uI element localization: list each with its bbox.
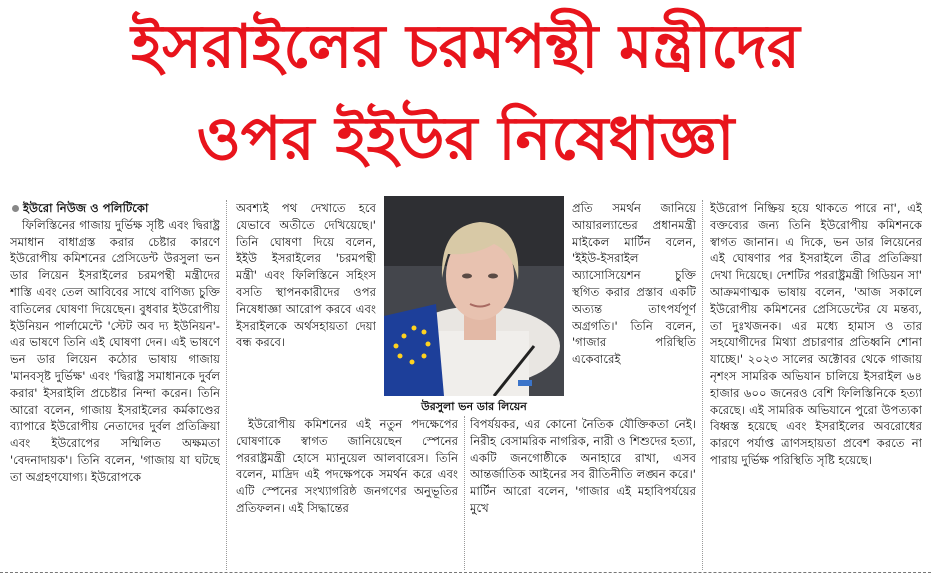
bullet-icon <box>12 205 19 212</box>
article-column-3b <box>470 416 696 568</box>
headline-line-1: ইসরাইলের চরমপন্থী মন্ত্রীদের <box>131 12 800 82</box>
portrait-image <box>384 196 564 396</box>
article-column-1 <box>10 200 220 570</box>
byline <box>10 200 220 217</box>
column-divider <box>226 200 227 570</box>
column-divider <box>702 200 703 570</box>
bottom-rule <box>0 572 931 573</box>
column-2-text: অবশ্যই পথ দেখাতে হবে যেভাবে অতীতে দেখিয়েছে।' তিনি ঘোষণা দিয়ে বলেন, ইইউ ইসরাইলের 'চরমপন্থী মন্ত্রী' এবং ফিলিস্তিনে সহিংস বসতি স্থাপনকারীদের ওপর নিষেধাজ্ঞা আরোপ করবে এবং ইসরাইলকে অর্থসহায়তা দেয়া বন্ধ করবে। <box>236 201 376 350</box>
headline-line-2: ওপর ইইউর নিষেধাজ্ঞা <box>196 104 735 174</box>
column-1-text: ফিলিস্তিনের গাজায় দুর্ভিক্ষ সৃষ্টি এবং দ্বিরাষ্ট্র সমাধান বাধাগ্রস্ত করার চেষ্টার কারণে ইউরোপীয় কমিশনের প্রেসিডেন্ট উরসুলা ভন ডার লিয়েন ইসরাইলের চরমপন্থী মন্ত্রীদের শাস্তি এবং তেল আবিবের সাথে বাণিজ্য চুক্তি বাতিলের ঘোষণা দিয়েছেন। বুধবার ইউরোপীয় ইউনিয়ন পার্লামেন্টে 'স্টেট অব দ্য ইউনিয়ন'-এর ভাষণে তিনি এই ঘোষণা দেন। এই ভাষণে ভন ডার লিয়েন কঠোর ভাষায় গাজায় 'মানবসৃষ্ট দুর্ভিক্ষ' এবং 'দ্বিরাষ্ট্র সমাধানকে দুর্বল করার' ইসরাইলি প্রচেষ্টার নিন্দা করেন। তিনি আরো বলেন, গাজায় ইসরাইলের কর্মকাণ্ডের ব্যাপারে ইউরোপীয় নেতাদের দুর্বল প্রতিক্রিয়া এবং ইউরোপের সম্মিলিত অক্ষমতা 'বেদনাদায়ক'। তিনি বলেন, 'গাজায় যা ঘটছে তা অগ্রহণযোগ্য। ইউরোপকে <box>10 217 220 484</box>
column-3b-text: বিপর্যয়কর, এর কোনো নৈতিক যৌক্তিকতা নেই। নিরীহ বেসামরিক নাগরিক, নারী ও শিশুদের হত্যা, একটি জনগোষ্ঠীকে অনাহারে রাখা, এসব আন্তর্জাতিক আইনের সব রীতিনীতি লঙ্ঘন করে।' মার্টিন আরো বলেন, 'গাজার এই মহাবিপর্যয়ের মুখে <box>470 417 696 515</box>
article-column-2b <box>236 416 458 568</box>
article-column-3 <box>572 200 696 416</box>
article-column-2 <box>236 200 376 416</box>
column-4-text: ইউরোপ নিষ্ক্রিয় হয়ে থাকতে পারে না', এই বক্তব্যের জন্য তিনি ইউরোপীয় কমিশনকে স্বাগত জানান। এ দিকে, ভন ডার লিয়েনের এই ঘোষণার পর ইসরাইলে তীব্র প্রতিক্রিয়া দেখা দিয়েছে। দেশটির পররাষ্ট্রমন্ত্রী গিডিয়ন সা' আক্রমণাত্মক ভাষায় বলেন, 'আজ সকালে ইউরোপীয় কমিশনের প্রেসিডেন্টের যে মন্তব্য, তা দুঃখজনক। এর মধ্যে হামাস ও তার সহযোগীদের মিথ্যা প্রচারণার প্রতিধ্বনি শোনা যাচ্ছে।' ২০২৩ সালের অক্টোবর থেকে গাজায় নৃশংস সামরিক অভিযান চালিয়ে ইসরাইল ৬৪ হাজার ৬০০ জনেরও বেশি ফিলিস্তিনিকে হত্যা করেছে। এই সামরিক অভিযানে পুরো উপত্যকা বিধ্বস্ত হয়েছে এবং ইসরাইলের অবরোধের কারণে পর্যাপ্ত ত্রাণসহায়তা প্রবেশ করতে না পারায় দুর্ভিক্ষ পরিস্থিতি সৃষ্টি হয়েছে। <box>710 201 922 467</box>
photo-ursula-von-der-leyen <box>384 196 564 396</box>
column-2b-text: ইউরোপীয় কমিশনের এই নতুন পদক্ষেপের ঘোষণাকে স্বাগত জানিয়েছেন স্পেনের পররাষ্ট্রমন্ত্রী হোসে ম্যানুয়েল আলবারেস। তিনি বলেন, মাদ্রিদ এই পদক্ষেপকে সমর্থন করে এবং এটি স্পেনের সংখ্যাগরিষ্ঠ জনগণের অনুভূতির প্রতিফলন। এই সিদ্ধান্তের <box>236 417 458 515</box>
byline-text: ইউরো নিউজ ও পলিটিকো <box>23 201 149 215</box>
column-divider <box>464 416 465 570</box>
column-3-text: প্রতি সমর্থন জানিয়ে আয়ারল্যান্ডের প্রধানমন্ত্রী মাইকেল মার্টিন বলেন, 'ইইউ-ইসরাইল অ্যাসোসিয়েশন চুক্তি স্থগিত করার প্রস্তাব একটি অত্যন্ত তাৎপর্যপূর্ণ অগ্রগতি।' তিনি বলেন, 'গাজার পরিস্থিতি একেবারেই <box>572 201 696 367</box>
article-column-4 <box>710 200 922 570</box>
photo-caption: উরসুলা ভন ডার লিয়েন <box>421 400 527 413</box>
